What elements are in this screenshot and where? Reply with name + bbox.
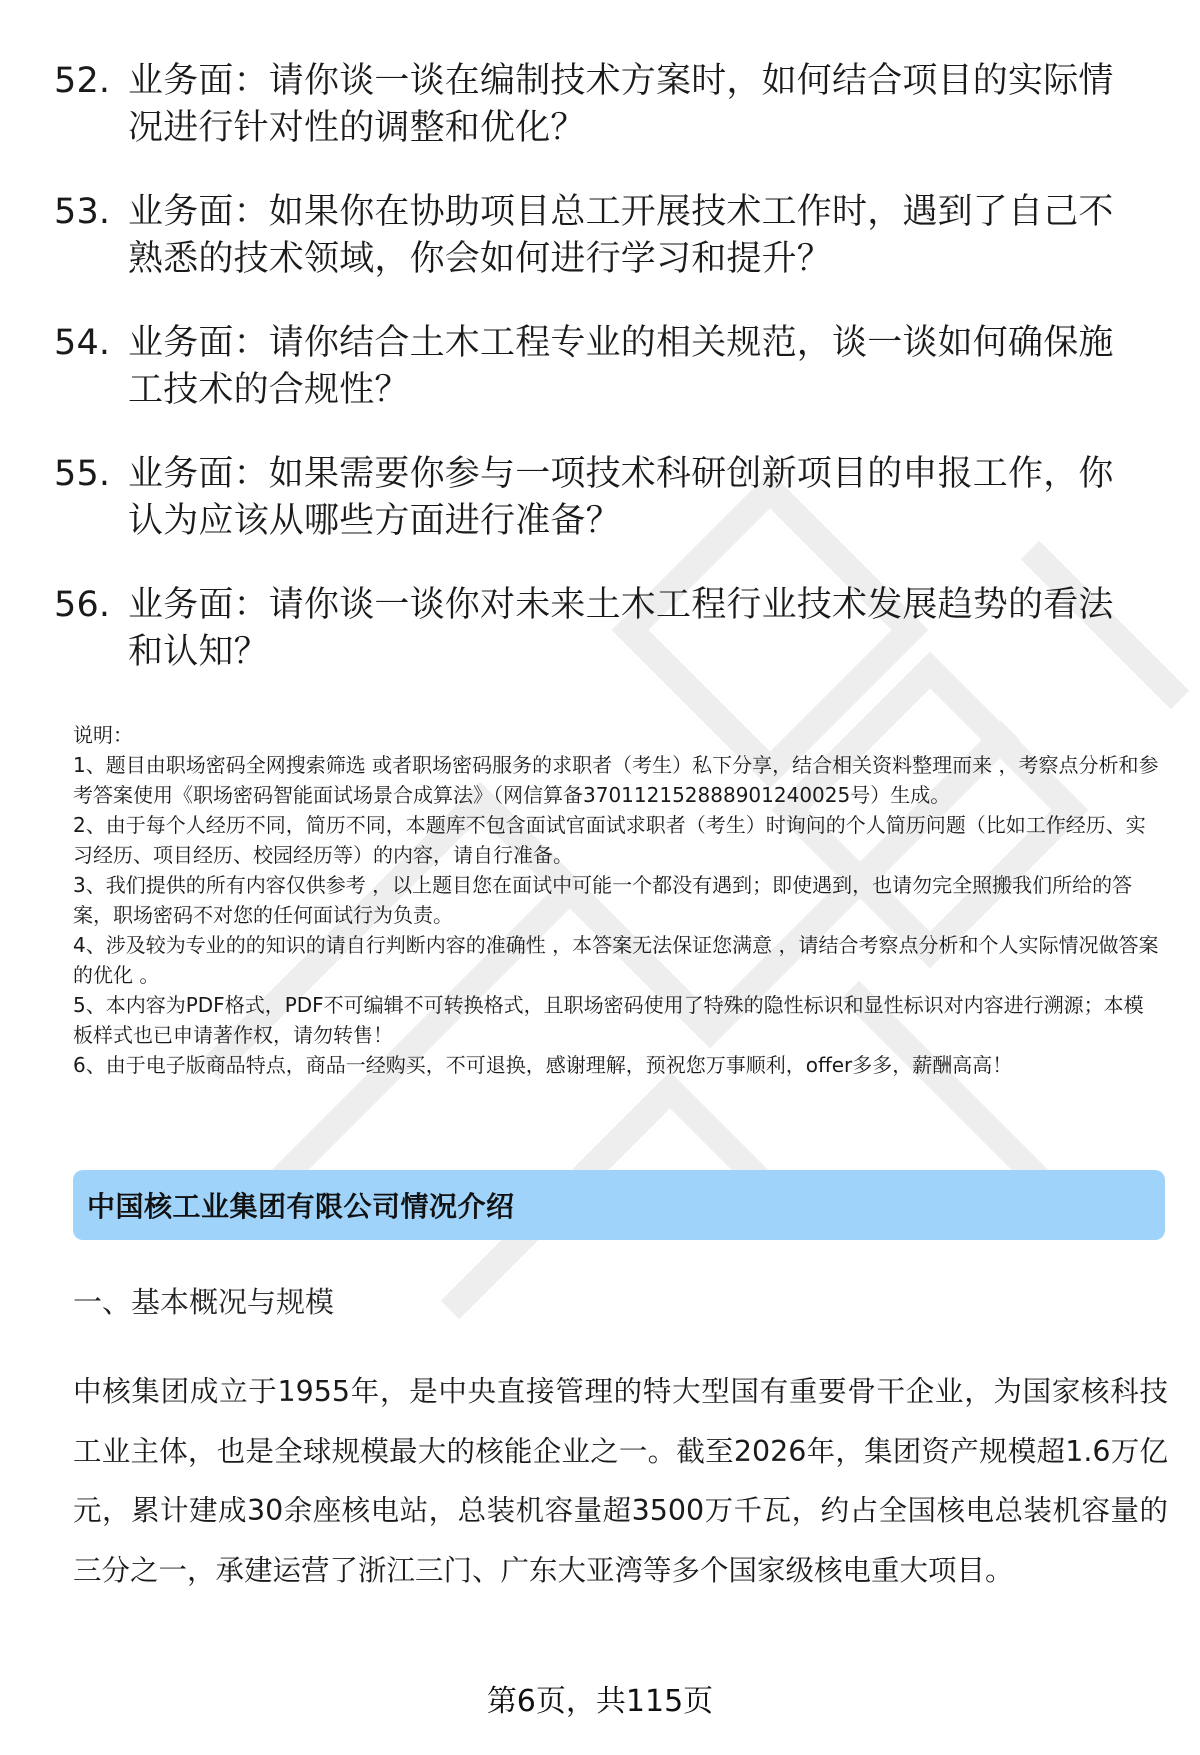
question-text: 业务面：如果需要你参与一项技术科研创新项目的申报工作，你认为应该从哪些方面进行准备？ xyxy=(128,454,1114,541)
question-number: 53. xyxy=(54,192,111,232)
question-text: 业务面：请你谈一谈你对未来土木工程行业技术发展趋势的看法和认知？ xyxy=(128,585,1114,672)
note-item: 3、我们提供的所有内容仅供参考 ，以上题目您在面试中可能一个都没有遇到；即使遇到，也请勿完全照搬我们所给的答案，职场密码不对您的任何面试行为负责。 xyxy=(73,873,1133,927)
note-item: 1、题目由职场密码全网搜索筛选 或者职场密码服务的求职者（考生）私下分享，结合相关资料整理而来 ，考察点分析和参考答案使用《职场密码智能面试场景合成算法》（网信算备370112152888901240025号）生成。 xyxy=(73,753,1159,807)
question-item xyxy=(0,451,1200,545)
question-item xyxy=(0,582,1200,676)
disclaimer-notes xyxy=(73,720,1163,1080)
section-banner xyxy=(73,1170,1165,1240)
banner-title: 中国核工业集团有限公司情况介绍 xyxy=(87,1190,515,1223)
note-item: 4、涉及较为专业的的知识的请自行判断内容的准确性 ，本答案无法保证您满意 ，请结合考察点分析和个人实际情况做答案的优化 。 xyxy=(73,933,1159,987)
question-number: 56. xyxy=(54,585,111,625)
question-number: 54. xyxy=(54,323,111,363)
question-item xyxy=(0,58,1200,152)
company-overview-paragraph: 中核集团成立于1955年，是中央直接管理的特大型国有重要骨干企业，为国家核科技工业主体，也是全球规模最大的核能企业之一。截至2026年，集团资产规模超1.6万亿元，累计建成30余座核电站，总装机容量超3500万千瓦，约占全国核电总装机容量的三分之一，承建运营了浙江三门、广东大亚湾等多个国家级核电重大项目。 xyxy=(73,1375,1168,1587)
note-item: 2、由于每个人经历不同，简历不同，本题库不包含面试官面试求职者（考生）时询问的个人简历问题（比如工作经历、实习经历、项目经历、校园经历等）的内容，请自行准备。 xyxy=(73,813,1146,867)
question-item xyxy=(0,320,1200,414)
note-item: 6、由于电子版商品特点，商品一经购买，不可退换，感谢理解，预祝您万事顺利，offer多多，薪酬高高！ xyxy=(73,1053,1013,1077)
question-item xyxy=(0,189,1200,283)
question-text: 业务面：请你结合土木工程专业的相关规范，谈一谈如何确保施工技术的合规性？ xyxy=(128,323,1114,410)
notes-title: 说明： xyxy=(73,723,133,747)
question-number: 52. xyxy=(54,61,111,101)
question-list xyxy=(0,58,1200,713)
question-text: 业务面：请你谈一谈在编制技术方案时，如何结合项目的实际情况进行针对性的调整和优化？ xyxy=(128,61,1114,148)
question-number: 55. xyxy=(54,454,111,494)
question-text: 业务面：如果你在协助项目总工开展技术工作时，遇到了自己不熟悉的技术领域，你会如何进行学习和提升？ xyxy=(128,192,1114,279)
section-heading: 一、基本概况与规模 xyxy=(73,1285,335,1319)
page-indicator: 第6页，共115页 xyxy=(486,1684,714,1719)
note-item: 5、本内容为PDF格式，PDF不可编辑不可转换格式，且职场密码使用了特殊的隐性标识和显性标识对内容进行溯源；本模板样式也已申请著作权，请勿转售！ xyxy=(73,993,1144,1047)
